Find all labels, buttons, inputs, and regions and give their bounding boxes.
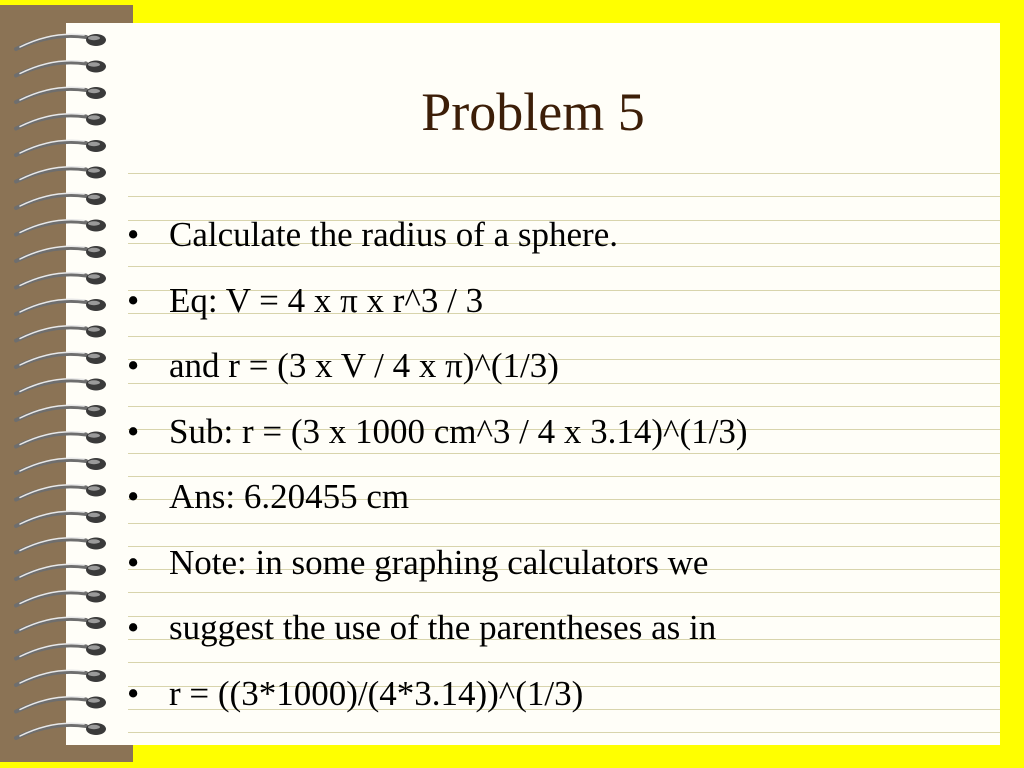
bullet-item xyxy=(127,268,997,334)
bullet-dot: • xyxy=(127,608,140,647)
slide-title: Problem 5 xyxy=(421,82,645,142)
bullet-item xyxy=(127,333,997,399)
bullet-text: and r = (3 x V / 4 x π)^(1/3) xyxy=(169,346,559,385)
bullet-text: r = ((3*1000)/(4*3.14))^(1/3) xyxy=(169,673,584,713)
bullet-item xyxy=(127,530,997,596)
bullet-dot: • xyxy=(127,280,140,320)
bullet-dot: • xyxy=(127,346,140,385)
bullet-text: Note: in some graphing calculators we xyxy=(169,542,709,582)
bullet-text: Calculate the radius of a sphere. xyxy=(169,215,618,254)
bullet-text: Eq: V = 4 x π x r^3 / 3 xyxy=(169,280,484,320)
bullet-text: Ans: 6.20455 cm xyxy=(169,477,410,516)
bullet-item xyxy=(127,464,997,530)
bullet-dot: • xyxy=(127,477,140,516)
ruled-line xyxy=(128,196,1000,197)
bullet-text: suggest the use of the parentheses as in xyxy=(169,608,717,647)
bullet-dot: • xyxy=(127,673,140,713)
bullet-item xyxy=(127,202,997,268)
bullet-dot: • xyxy=(127,215,140,254)
bullet-dot: • xyxy=(127,411,140,451)
bullet-item xyxy=(127,399,997,465)
ruled-line xyxy=(128,173,1000,174)
bullet-item xyxy=(127,661,997,727)
bullet-text: Sub: r = (3 x 1000 cm^3 / 4 x 3.14)^(1/3) xyxy=(169,411,748,451)
bullet-item xyxy=(127,595,997,661)
bullet-dot: • xyxy=(127,542,140,582)
ruled-line xyxy=(128,732,1000,733)
bullet-list xyxy=(127,202,997,726)
